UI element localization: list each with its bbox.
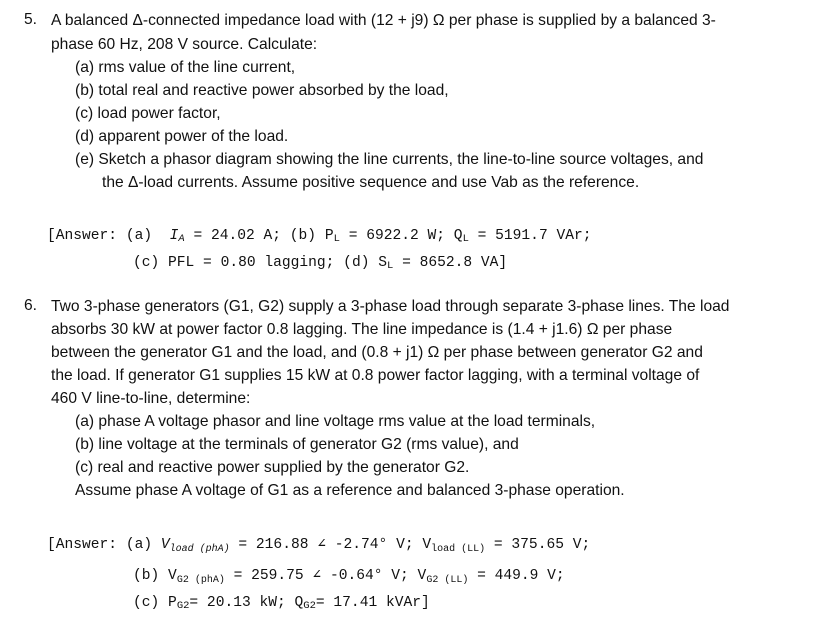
problem-6-item-b: (b) line voltage at the terminals of generator G2 (rms value), and [75,436,519,453]
pg2-subscript: G2 [176,600,190,612]
problem-5-stem-line2: phase 60 Hz, 208 V source. Calculate: [51,36,318,53]
problem-5-answer-line2 [133,253,507,274]
problem-6-stem-line4: the load. If generator G1 supplies 15 kW at 0.8 power factor lagging, with a terminal voltage of [51,367,700,384]
vg2-pha-subscript: G2 (phA) [176,575,225,586]
ia-symbol: I [169,228,179,244]
vg2-ll-subscript: G2 (LL) [426,575,469,586]
v-load-pha-subscript: load (phA) [169,544,230,555]
ia-value: = 24.02 A; [193,228,282,244]
vg2-ll-value: = 449.9 V; [477,568,565,584]
pg2-symbol: P [168,595,177,611]
answer-prefix: [Answer: (a) [47,228,153,244]
problem-5-item-e: (e) Sketch a phasor diagram showing the line currents, the line-to-line source voltages, and [75,151,704,168]
problem-5-number: 5. [24,11,38,28]
qg2-subscript: G2 [303,600,316,612]
answer-prefix: [Answer: (a) [47,537,153,553]
problem-5-item-a: (a) rms value of the line current, [75,59,296,76]
problem-5-item-e-cont: the Δ-load currents. Assume positive sequence and use Vab as the reference. [102,174,640,191]
vg2-pha-symbol: V [168,568,177,584]
problem-6-answer-c [133,593,430,614]
problem-6-stem-line2: absorbs 30 kW at power factor 0.8 lagging. The line impedance is (1.4 + j1.6) Ω per phase [51,321,673,338]
answer-b-label: (b) [289,228,317,244]
qg2-symbol: Q [294,595,304,611]
problem-5-item-d: (d) apparent power of the load. [75,128,289,145]
v-load-ll-value: = 375.65 V; [493,537,591,553]
answer-line2-text: (c) PFL = 0.80 lagging; (d) S [133,255,387,271]
problem-6-stem-line3: between the generator G1 and the load, and (0.8 + j1) Ω per phase between generator G2 and [51,344,703,361]
v-load-ll-subscript: load (LL) [431,544,486,555]
answer-c-label: (c) [133,595,160,611]
problem-6-assumption: Assume phase A voltage of G1 as a reference and balanced 3-phase operation. [75,482,625,499]
vg2-pha-value: = 259.75 ∠ -0.64° V; [233,568,409,584]
problem-5-item-c: (c) load power factor, [75,105,221,122]
ia-subscript: A [178,233,185,245]
pl-value: = 6922.2 W; [348,228,446,244]
ql-value: = 5191.7 VAr; [477,228,592,244]
qg2-value: = 17.41 kVAr] [315,595,430,611]
problem-6-stem-line1: Two 3-phase generators (G1, G2) supply a 3-phase load through separate 3-phase lines. The load [51,298,730,315]
ql-symbol: Q [453,228,463,244]
v-load-ll-symbol: V [422,537,432,553]
sl-subscript: L [386,260,394,272]
problem-6-number: 6. [24,297,38,314]
problem-5-item-b: (b) total real and reactive power absorbed by the load, [75,82,449,99]
vg2-ll-symbol: V [417,568,427,584]
problem-5-answer-line1 [47,226,592,247]
problem-6-answer-a [47,535,590,557]
v-load-pha-symbol: V [160,537,170,553]
problem-6-answer-b [133,566,565,588]
pl-subscript: L [333,233,340,245]
pl-symbol: P [324,228,334,244]
sl-value: = 8652.8 VA] [402,255,508,271]
ql-subscript: L [462,233,469,245]
answer-b-label: (b) [133,568,160,584]
problem-6-item-a: (a) phase A voltage phasor and line voltage rms value at the load terminals, [75,413,596,430]
problem-6-stem-line5: 460 V line-to-line, determine: [51,390,251,407]
v-load-pha-value: = 216.88 ∠ -2.74° V; [238,537,414,553]
problem-6-item-c: (c) real and reactive power supplied by the generator G2. [75,459,470,476]
pg2-value: = 20.13 kW; [189,595,286,611]
problem-5-stem-line1: A balanced Δ-connected impedance load with (12 + j9) Ω per phase is supplied by a balanced 3- [51,12,716,29]
